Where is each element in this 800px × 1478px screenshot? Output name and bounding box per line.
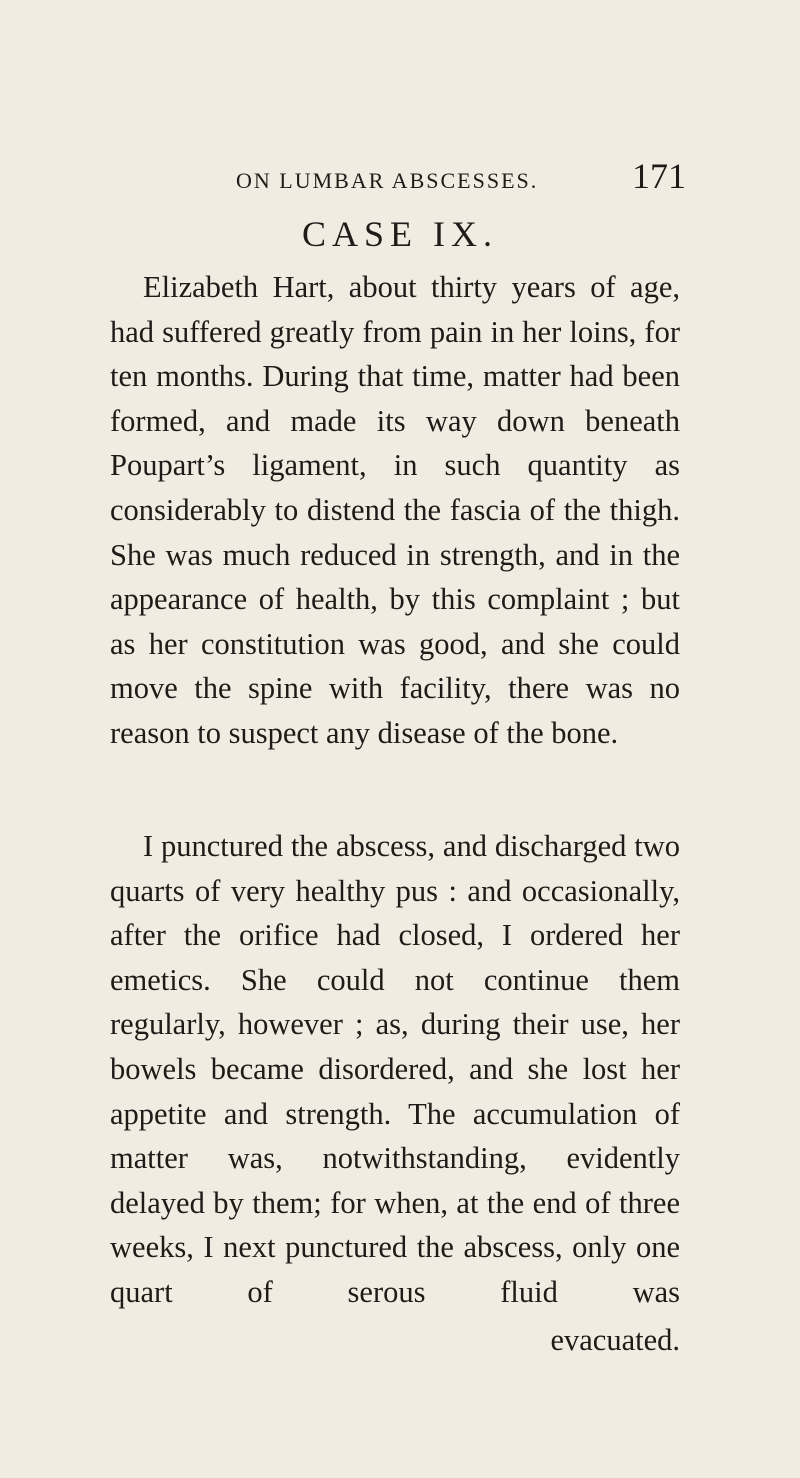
page-number: 171 xyxy=(632,156,686,196)
running-head: ON LUMBAR ABSCESSES. xyxy=(236,168,539,193)
page-header xyxy=(236,155,686,197)
continuation-word: evacuated. xyxy=(550,1323,680,1357)
paragraph-2: I punctured the abscess, and discharged two quarts of very healthy pus : and occasionally, after the orifice had closed, I ordered her emetics. She could not continue them regularly, however ; as, during their use, her bowels became disordered, and she lost her appetite and strength. The accumulation of matter was, notwithstanding, evidently delayed by them; for when, at the end of three weeks, I next punctured the abscess, only one quart of serous fluid was xyxy=(110,829,680,1309)
paragraph-1: Elizabeth Hart, about thirty years of age, had suffered greatly from pain in her loins, for ten months. During that time, matter had been formed, and made its way down beneath Poupart’s ligament, in such quantity as considerably to distend the fascia of the thigh. She was much reduced in strength, and in the appearance of health, by this complaint ; but as her constitution was good, and she could move the spine with facility, there was no reason to suspect any disease of the bone. xyxy=(110,270,680,750)
case-title: CASE IX. xyxy=(301,214,498,254)
